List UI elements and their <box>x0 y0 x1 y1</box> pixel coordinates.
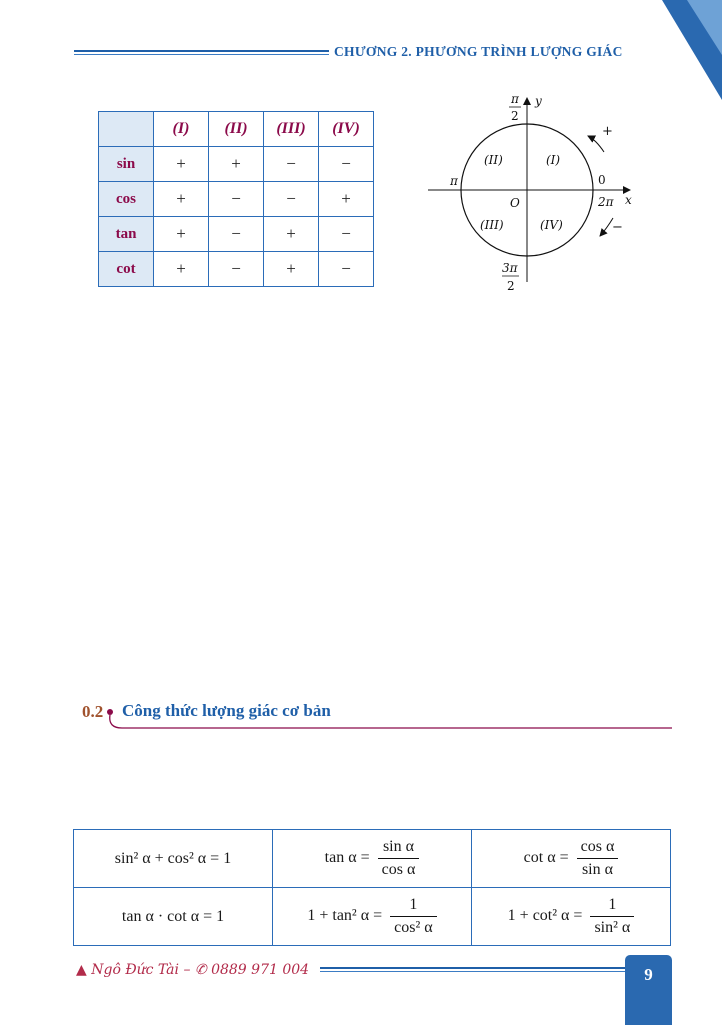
formula-cell <box>74 888 273 946</box>
sign-cell: + <box>154 182 209 217</box>
label-3pi-half-den: 2 <box>507 279 515 293</box>
header-rule <box>74 50 329 57</box>
sign-cell: + <box>154 217 209 252</box>
formula-cell <box>472 830 671 888</box>
formula-row <box>74 830 671 888</box>
formula-lhs: cot α = <box>523 849 569 867</box>
numerator: cos α <box>577 838 619 859</box>
formula-lhs: 1 + tan² α = <box>307 907 383 925</box>
label-pi-half-den: 2 <box>511 109 519 123</box>
formula-row <box>74 888 671 946</box>
function-name: cot <box>99 252 154 287</box>
fraction <box>378 838 420 879</box>
denominator: cos α <box>381 861 416 878</box>
sign-table-row <box>99 147 374 182</box>
sign-cell: − <box>209 217 264 252</box>
sign-cell: + <box>154 147 209 182</box>
fraction <box>590 896 634 937</box>
sign-cell: + <box>264 252 319 287</box>
label-zero: 0 <box>598 173 606 187</box>
label-3pi-half-num: 3π <box>502 261 518 275</box>
quadrant-header: (I) <box>154 112 209 147</box>
footer-rule <box>320 967 625 974</box>
label-plus: + <box>602 124 613 139</box>
fraction <box>577 838 619 879</box>
unit-circle-diagram <box>420 90 650 305</box>
sign-cell: + <box>264 217 319 252</box>
label-quadrant-4: (IV) <box>540 218 563 232</box>
denominator: cos² α <box>394 919 433 936</box>
header-blank-cell <box>99 112 154 147</box>
sign-cell: + <box>209 147 264 182</box>
label-quadrant-3: (III) <box>480 218 504 232</box>
fraction <box>390 896 437 937</box>
label-x: x <box>625 193 632 207</box>
formula-cell <box>273 888 472 946</box>
sign-table-row <box>99 182 374 217</box>
label-quadrant-1: (I) <box>546 153 561 167</box>
label-y: y <box>535 94 542 108</box>
label-pi-half-num: π <box>511 92 519 106</box>
quadrant-header: (IV) <box>319 112 374 147</box>
formula-cell <box>74 830 273 888</box>
chapter-title: CHƯƠNG 2. PHƯƠNG TRÌNH LƯỢNG GIÁC <box>334 44 623 59</box>
sign-cell: − <box>264 182 319 217</box>
label-origin: O <box>510 196 520 210</box>
sign-table <box>98 111 374 287</box>
label-minus: − <box>612 220 623 235</box>
denominator: sin α <box>581 861 613 878</box>
graduation-cap-icon: ▲ <box>76 962 87 978</box>
sign-cell: − <box>264 147 319 182</box>
formula-cell <box>273 830 472 888</box>
label-two-pi: 2π <box>598 195 614 209</box>
formula-table <box>73 829 671 946</box>
formula-lhs: tan α = <box>324 849 370 867</box>
function-name: sin <box>99 147 154 182</box>
formula-pythagorean: sin² α + cos² α = 1 <box>114 849 232 867</box>
sign-cell: + <box>154 252 209 287</box>
sign-cell: + <box>319 182 374 217</box>
sign-table-row <box>99 252 374 287</box>
section-title: Công thức lượng giác cơ bản <box>122 701 331 720</box>
sign-table-row <box>99 217 374 252</box>
function-name: tan <box>99 217 154 252</box>
numerator: 1 <box>590 896 634 917</box>
sign-cell: − <box>319 252 374 287</box>
author-contact: Ngô Đức Tài – ✆ 0889 971 004 <box>91 962 310 978</box>
quadrant-header: (III) <box>264 112 319 147</box>
quadrant-header: (II) <box>209 112 264 147</box>
label-quadrant-2: (II) <box>484 153 503 167</box>
formula-cell <box>472 888 671 946</box>
formula-tan-cot: tan α · cot α = 1 <box>121 907 225 925</box>
numerator: 1 <box>390 896 437 917</box>
section-number: 0.2 <box>82 702 104 721</box>
label-pi: π <box>450 174 458 188</box>
sign-cell: − <box>209 252 264 287</box>
function-name: cos <box>99 182 154 217</box>
denominator: sin² α <box>594 919 631 936</box>
sign-cell: − <box>319 217 374 252</box>
formula-lhs: 1 + cot² α = <box>507 907 583 925</box>
page-number: 9 <box>625 955 672 1025</box>
sign-cell: − <box>209 182 264 217</box>
sign-cell: − <box>319 147 374 182</box>
numerator: sin α <box>378 838 420 859</box>
sign-table-header-row <box>99 112 374 147</box>
footer-author <box>76 962 309 978</box>
